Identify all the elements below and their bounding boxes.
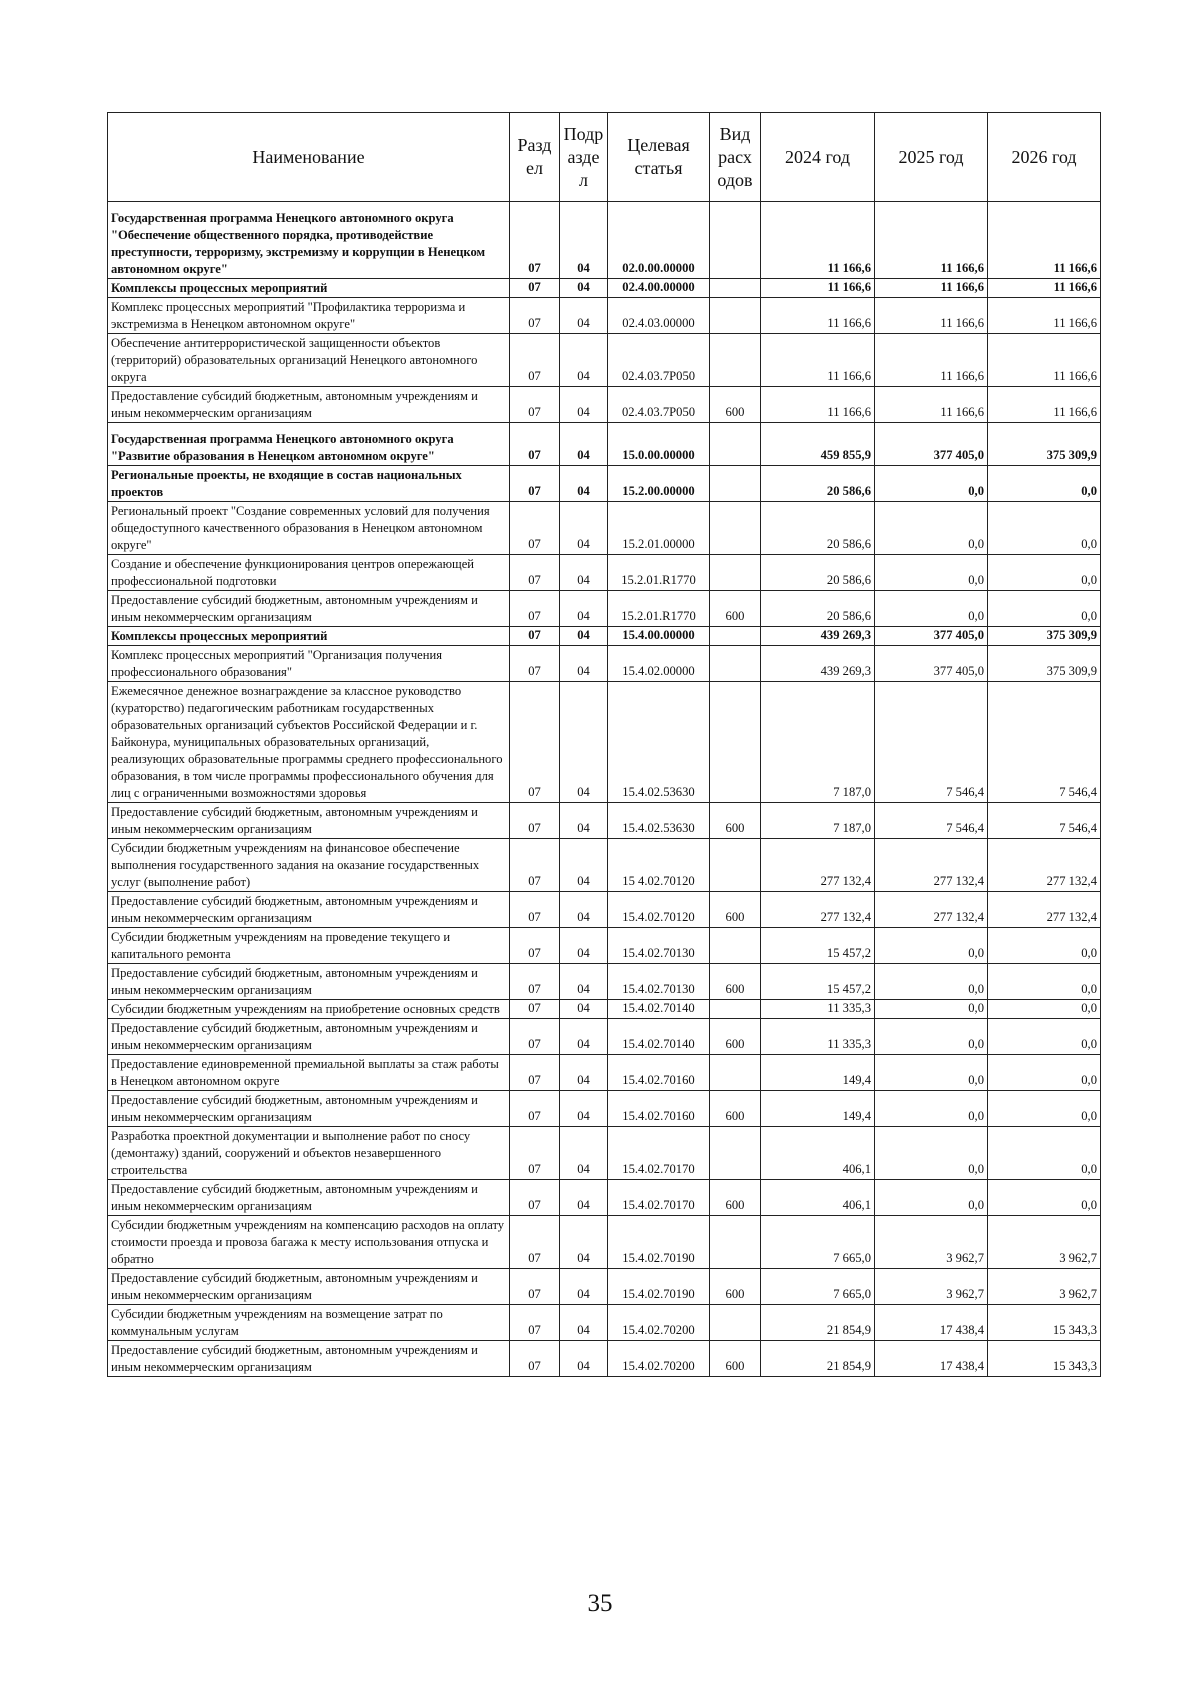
cell-expense-type (710, 334, 761, 387)
cell-podrazdel: 04 (560, 202, 608, 279)
cell-target-article: 02.4.03.00000 (608, 298, 710, 334)
cell-name: Предоставление субсидий бюджетным, автономным учреждениям и иным некоммерческим организациям (108, 803, 510, 839)
cell-expense-type (710, 627, 761, 646)
cell-year-2026: 0,0 (988, 466, 1101, 502)
cell-year-2026: 15 343,3 (988, 1341, 1101, 1377)
table-row (108, 803, 1101, 839)
cell-year-2025: 3 962,7 (875, 1269, 988, 1305)
cell-razdel: 07 (510, 591, 560, 627)
cell-year-2026: 0,0 (988, 1180, 1101, 1216)
table-row (108, 502, 1101, 555)
cell-expense-type (710, 646, 761, 682)
header-year-2024: 2024 год (761, 113, 875, 202)
page-number: 35 (587, 1590, 613, 1617)
cell-expense-type (710, 298, 761, 334)
cell-name: Предоставление субсидий бюджетным, автономным учреждениям и иным некоммерческим организациям (108, 387, 510, 423)
cell-year-2024: 21 854,9 (761, 1305, 875, 1341)
cell-year-2026: 3 962,7 (988, 1269, 1101, 1305)
cell-name: Государственная программа Ненецкого автономного округа "Обеспечение общественного порядка, противодействие преступности, терроризму, экстремизму и коррупции в Ненецком автономном округе" (108, 202, 510, 279)
cell-podrazdel: 04 (560, 298, 608, 334)
cell-razdel: 07 (510, 839, 560, 892)
cell-target-article: 15.2.01.R1770 (608, 555, 710, 591)
cell-target-article: 15.4.02.70130 (608, 964, 710, 1000)
cell-razdel: 07 (510, 1127, 560, 1180)
cell-target-article: 15.2.01.R1770 (608, 591, 710, 627)
cell-year-2026: 11 166,6 (988, 298, 1101, 334)
cell-name: Предоставление субсидий бюджетным, автономным учреждениям и иным некоммерческим организациям (108, 892, 510, 928)
cell-expense-type: 600 (710, 1180, 761, 1216)
cell-year-2024: 21 854,9 (761, 1341, 875, 1377)
cell-podrazdel: 04 (560, 1341, 608, 1377)
cell-year-2026: 375 309,9 (988, 646, 1101, 682)
cell-name: Комплексы процессных мероприятий (108, 279, 510, 298)
table-row (108, 334, 1101, 387)
cell-expense-type (710, 928, 761, 964)
cell-year-2025: 17 438,4 (875, 1341, 988, 1377)
cell-year-2025: 11 166,6 (875, 334, 988, 387)
cell-year-2024: 11 166,6 (761, 279, 875, 298)
cell-year-2026: 7 546,4 (988, 803, 1101, 839)
cell-name: Комплекс процессных мероприятий "Организация получения профессионального образования" (108, 646, 510, 682)
cell-year-2024: 149,4 (761, 1055, 875, 1091)
cell-year-2026: 15 343,3 (988, 1305, 1101, 1341)
cell-target-article: 15.4.02.70130 (608, 928, 710, 964)
cell-expense-type: 600 (710, 803, 761, 839)
cell-expense-type (710, 279, 761, 298)
cell-expense-type (710, 502, 761, 555)
cell-year-2026: 0,0 (988, 591, 1101, 627)
header-podrazdel: Подр азде л (560, 113, 608, 202)
table-row (108, 387, 1101, 423)
cell-razdel: 07 (510, 1091, 560, 1127)
cell-year-2025: 0,0 (875, 1055, 988, 1091)
cell-year-2025: 0,0 (875, 1091, 988, 1127)
cell-podrazdel: 04 (560, 466, 608, 502)
cell-razdel: 07 (510, 298, 560, 334)
header-year-2026: 2026 год (988, 113, 1101, 202)
cell-name: Субсидии бюджетным учреждениям на возмещение затрат по коммунальным услугам (108, 1305, 510, 1341)
cell-target-article: 15.4.02.70190 (608, 1216, 710, 1269)
cell-expense-type (710, 423, 761, 466)
cell-target-article: 15.4.02.70160 (608, 1055, 710, 1091)
cell-expense-type: 600 (710, 964, 761, 1000)
cell-year-2026: 7 546,4 (988, 682, 1101, 803)
cell-year-2026: 0,0 (988, 555, 1101, 591)
cell-year-2024: 439 269,3 (761, 627, 875, 646)
cell-podrazdel: 04 (560, 803, 608, 839)
cell-expense-type (710, 1055, 761, 1091)
cell-year-2025: 0,0 (875, 928, 988, 964)
cell-razdel: 07 (510, 1216, 560, 1269)
cell-podrazdel: 04 (560, 387, 608, 423)
cell-podrazdel: 04 (560, 1305, 608, 1341)
cell-razdel: 07 (510, 646, 560, 682)
cell-target-article: 15.4.02.70160 (608, 1091, 710, 1127)
cell-razdel: 07 (510, 1180, 560, 1216)
cell-year-2024: 406,1 (761, 1180, 875, 1216)
table-row (108, 1305, 1101, 1341)
table-row (108, 892, 1101, 928)
table-row (108, 964, 1101, 1000)
cell-name: Предоставление субсидий бюджетным, автономным учреждениям и иным некоммерческим организациям (108, 1180, 510, 1216)
cell-podrazdel: 04 (560, 646, 608, 682)
cell-year-2024: 439 269,3 (761, 646, 875, 682)
cell-razdel: 07 (510, 423, 560, 466)
cell-expense-type: 600 (710, 1269, 761, 1305)
table-row (108, 627, 1101, 646)
cell-year-2025: 377 405,0 (875, 627, 988, 646)
cell-razdel: 07 (510, 1341, 560, 1377)
cell-razdel: 07 (510, 1019, 560, 1055)
cell-year-2025: 0,0 (875, 502, 988, 555)
cell-target-article: 15.4.02.70200 (608, 1305, 710, 1341)
table-row (108, 1341, 1101, 1377)
table-row (108, 1180, 1101, 1216)
cell-expense-type (710, 839, 761, 892)
cell-razdel: 07 (510, 279, 560, 298)
header-year-2025: 2025 год (875, 113, 988, 202)
cell-year-2026: 0,0 (988, 928, 1101, 964)
cell-podrazdel: 04 (560, 1127, 608, 1180)
cell-razdel: 07 (510, 502, 560, 555)
budget-table-sheet (107, 112, 1100, 1377)
cell-podrazdel: 04 (560, 1269, 608, 1305)
cell-year-2025: 7 546,4 (875, 682, 988, 803)
cell-target-article: 15.4.00.00000 (608, 627, 710, 646)
cell-podrazdel: 04 (560, 1055, 608, 1091)
cell-name: Субсидии бюджетным учреждениям на компенсацию расходов на оплату стоимости проезда и провоза багажа к месту использования отпуска и обратно (108, 1216, 510, 1269)
cell-target-article: 02.4.03.7Р050 (608, 387, 710, 423)
cell-year-2024: 20 586,6 (761, 466, 875, 502)
cell-expense-type (710, 1305, 761, 1341)
cell-razdel: 07 (510, 627, 560, 646)
budget-table (107, 112, 1101, 1377)
cell-podrazdel: 04 (560, 682, 608, 803)
cell-expense-type (710, 202, 761, 279)
cell-razdel: 07 (510, 803, 560, 839)
cell-year-2025: 277 132,4 (875, 892, 988, 928)
cell-target-article: 15.4.02.70170 (608, 1127, 710, 1180)
table-row (108, 1127, 1101, 1180)
cell-year-2024: 11 166,6 (761, 298, 875, 334)
table-row (108, 646, 1101, 682)
cell-name: Разработка проектной документации и выполнение работ по сносу (демонтажу) зданий, сооружений и объектов незавершенного строительства (108, 1127, 510, 1180)
cell-razdel: 07 (510, 892, 560, 928)
cell-razdel: 07 (510, 202, 560, 279)
cell-year-2025: 0,0 (875, 1127, 988, 1180)
cell-target-article: 15.4.02.70140 (608, 1000, 710, 1019)
table-row (108, 423, 1101, 466)
cell-year-2025: 277 132,4 (875, 839, 988, 892)
cell-year-2024: 20 586,6 (761, 591, 875, 627)
cell-name: Предоставление субсидий бюджетным, автономным учреждениям и иным некоммерческим организациям (108, 1341, 510, 1377)
cell-year-2026: 0,0 (988, 502, 1101, 555)
cell-year-2025: 0,0 (875, 466, 988, 502)
cell-year-2024: 11 335,3 (761, 1019, 875, 1055)
cell-target-article: 02.0.00.00000 (608, 202, 710, 279)
cell-target-article: 15.4.02.70140 (608, 1019, 710, 1055)
cell-year-2025: 377 405,0 (875, 646, 988, 682)
table-header-row (108, 113, 1101, 202)
cell-year-2026: 0,0 (988, 1000, 1101, 1019)
cell-podrazdel: 04 (560, 627, 608, 646)
cell-expense-type (710, 682, 761, 803)
cell-year-2025: 0,0 (875, 555, 988, 591)
table-body (108, 202, 1101, 1377)
table-row (108, 1216, 1101, 1269)
cell-year-2026: 0,0 (988, 1055, 1101, 1091)
cell-razdel: 07 (510, 1305, 560, 1341)
header-target-article: Целевая статья (608, 113, 710, 202)
cell-year-2024: 7 665,0 (761, 1269, 875, 1305)
cell-year-2024: 11 166,6 (761, 334, 875, 387)
cell-razdel: 07 (510, 928, 560, 964)
cell-podrazdel: 04 (560, 555, 608, 591)
cell-year-2024: 277 132,4 (761, 892, 875, 928)
cell-name: Предоставление субсидий бюджетным, автономным учреждениям и иным некоммерческим организациям (108, 964, 510, 1000)
cell-razdel: 07 (510, 1269, 560, 1305)
cell-year-2026: 277 132,4 (988, 839, 1101, 892)
cell-year-2024: 7 187,0 (761, 682, 875, 803)
cell-podrazdel: 04 (560, 928, 608, 964)
cell-podrazdel: 04 (560, 1091, 608, 1127)
cell-year-2024: 406,1 (761, 1127, 875, 1180)
cell-name: Создание и обеспечение функционирования центров опережающей профессиональной подготовки (108, 555, 510, 591)
table-row (108, 1019, 1101, 1055)
cell-year-2024: 7 187,0 (761, 803, 875, 839)
cell-expense-type: 600 (710, 892, 761, 928)
table-row (108, 1055, 1101, 1091)
cell-year-2024: 11 166,6 (761, 387, 875, 423)
cell-expense-type: 600 (710, 1341, 761, 1377)
cell-target-article: 15.4.02.70190 (608, 1269, 710, 1305)
cell-year-2026: 0,0 (988, 964, 1101, 1000)
cell-name: Субсидии бюджетным учреждениям на проведение текущего и капитального ремонта (108, 928, 510, 964)
cell-name: Комплекс процессных мероприятий "Профилактика терроризма и экстремизма в Ненецком автономном округе" (108, 298, 510, 334)
header-name: Наименование (108, 113, 510, 202)
cell-target-article: 15 4.02.70120 (608, 839, 710, 892)
cell-year-2026: 277 132,4 (988, 892, 1101, 928)
cell-year-2026: 11 166,6 (988, 334, 1101, 387)
cell-year-2026: 0,0 (988, 1019, 1101, 1055)
cell-year-2024: 15 457,2 (761, 964, 875, 1000)
cell-name: Региональные проекты, не входящие в состав национальных проектов (108, 466, 510, 502)
cell-name: Предоставление субсидий бюджетным, автономным учреждениям и иным некоммерческим организациям (108, 1091, 510, 1127)
cell-year-2026: 11 166,6 (988, 279, 1101, 298)
cell-podrazdel: 04 (560, 892, 608, 928)
cell-podrazdel: 04 (560, 839, 608, 892)
cell-podrazdel: 04 (560, 1216, 608, 1269)
cell-name: Субсидии бюджетным учреждениям на финансовое обеспечение выполнения государственного задания на оказание государственных услуг (выполнение работ) (108, 839, 510, 892)
cell-year-2024: 20 586,6 (761, 555, 875, 591)
cell-name: Обеспечение антитеррористической защищенности объектов (территорий) образовательных организаций Ненецкого автономного округа (108, 334, 510, 387)
cell-year-2025: 0,0 (875, 1000, 988, 1019)
table-row (108, 839, 1101, 892)
cell-year-2025: 11 166,6 (875, 298, 988, 334)
cell-razdel: 07 (510, 682, 560, 803)
header-razdel: Разд ел (510, 113, 560, 202)
cell-year-2025: 11 166,6 (875, 279, 988, 298)
cell-name: Региональный проект "Создание современных условий для получения общедоступного качественного образования в Ненецком автономном округе" (108, 502, 510, 555)
cell-razdel: 07 (510, 1055, 560, 1091)
cell-year-2024: 459 855,9 (761, 423, 875, 466)
cell-razdel: 07 (510, 334, 560, 387)
cell-razdel: 07 (510, 1000, 560, 1019)
cell-expense-type: 600 (710, 591, 761, 627)
cell-name: Предоставление единовременной премиальной выплаты за стаж работы в Ненецком автономном округе (108, 1055, 510, 1091)
cell-year-2024: 7 665,0 (761, 1216, 875, 1269)
table-row (108, 1091, 1101, 1127)
cell-target-article: 15.2.01.00000 (608, 502, 710, 555)
cell-name: Ежемесячное денежное вознаграждение за классное руководство (кураторство) педагогическим работникам государственных образовательных организаций субъектов Российской Федерации и г. Байконура, муниципальных образовательных организаций, реализующих образовательные программы среднего профессионального образования, в том числе программы профессионального обучения для лиц с ограниченными возможностями здоровья (108, 682, 510, 803)
cell-year-2025: 11 166,6 (875, 202, 988, 279)
header-expense-type: Вид расх одов (710, 113, 761, 202)
cell-podrazdel: 04 (560, 334, 608, 387)
table-row (108, 1269, 1101, 1305)
cell-year-2025: 0,0 (875, 591, 988, 627)
cell-razdel: 07 (510, 466, 560, 502)
cell-target-article: 15.4.02.00000 (608, 646, 710, 682)
cell-year-2025: 11 166,6 (875, 387, 988, 423)
cell-name: Комплексы процессных мероприятий (108, 627, 510, 646)
cell-year-2024: 11 166,6 (761, 202, 875, 279)
cell-year-2025: 0,0 (875, 964, 988, 1000)
cell-expense-type (710, 555, 761, 591)
cell-expense-type: 600 (710, 387, 761, 423)
table-row (108, 928, 1101, 964)
cell-podrazdel: 04 (560, 279, 608, 298)
cell-podrazdel: 04 (560, 1019, 608, 1055)
table-row (108, 591, 1101, 627)
cell-year-2026: 375 309,9 (988, 423, 1101, 466)
cell-year-2024: 11 335,3 (761, 1000, 875, 1019)
cell-year-2025: 0,0 (875, 1019, 988, 1055)
cell-expense-type (710, 466, 761, 502)
cell-name: Предоставление субсидий бюджетным, автономным учреждениям и иным некоммерческим организациям (108, 591, 510, 627)
table-row (108, 555, 1101, 591)
cell-expense-type: 600 (710, 1019, 761, 1055)
cell-year-2026: 0,0 (988, 1127, 1101, 1180)
cell-year-2024: 149,4 (761, 1091, 875, 1127)
cell-target-article: 15.4.02.70120 (608, 892, 710, 928)
cell-year-2025: 3 962,7 (875, 1216, 988, 1269)
cell-name: Государственная программа Ненецкого автономного округа "Развитие образования в Ненецком автономном округе" (108, 423, 510, 466)
cell-razdel: 07 (510, 964, 560, 1000)
cell-name: Предоставление субсидий бюджетным, автономным учреждениям и иным некоммерческим организациям (108, 1019, 510, 1055)
cell-target-article: 15.0.00.00000 (608, 423, 710, 466)
cell-podrazdel: 04 (560, 1000, 608, 1019)
cell-year-2024: 20 586,6 (761, 502, 875, 555)
cell-razdel: 07 (510, 555, 560, 591)
cell-podrazdel: 04 (560, 502, 608, 555)
cell-year-2025: 17 438,4 (875, 1305, 988, 1341)
table-row (108, 279, 1101, 298)
cell-podrazdel: 04 (560, 591, 608, 627)
cell-target-article: 15.4.02.70200 (608, 1341, 710, 1377)
cell-target-article: 15.4.02.53630 (608, 803, 710, 839)
cell-year-2024: 15 457,2 (761, 928, 875, 964)
table-row (108, 202, 1101, 279)
cell-expense-type (710, 1216, 761, 1269)
cell-expense-type (710, 1000, 761, 1019)
cell-razdel: 07 (510, 387, 560, 423)
cell-year-2024: 277 132,4 (761, 839, 875, 892)
cell-name: Субсидии бюджетным учреждениям на приобретение основных средств (108, 1000, 510, 1019)
table-row (108, 682, 1101, 803)
table-row (108, 466, 1101, 502)
cell-podrazdel: 04 (560, 1180, 608, 1216)
cell-target-article: 02.4.00.00000 (608, 279, 710, 298)
cell-year-2026: 375 309,9 (988, 627, 1101, 646)
cell-expense-type: 600 (710, 1091, 761, 1127)
cell-year-2026: 0,0 (988, 1091, 1101, 1127)
cell-podrazdel: 04 (560, 423, 608, 466)
cell-year-2026: 11 166,6 (988, 202, 1101, 279)
cell-year-2025: 377 405,0 (875, 423, 988, 466)
cell-year-2026: 3 962,7 (988, 1216, 1101, 1269)
cell-year-2026: 11 166,6 (988, 387, 1101, 423)
table-row (108, 298, 1101, 334)
cell-expense-type (710, 1127, 761, 1180)
cell-name: Предоставление субсидий бюджетным, автономным учреждениям и иным некоммерческим организациям (108, 1269, 510, 1305)
table-row (108, 1000, 1101, 1019)
cell-year-2025: 7 546,4 (875, 803, 988, 839)
cell-year-2025: 0,0 (875, 1180, 988, 1216)
cell-target-article: 15.2.00.00000 (608, 466, 710, 502)
cell-target-article: 15.4.02.53630 (608, 682, 710, 803)
cell-target-article: 02.4.03.7Р050 (608, 334, 710, 387)
cell-podrazdel: 04 (560, 964, 608, 1000)
cell-target-article: 15.4.02.70170 (608, 1180, 710, 1216)
